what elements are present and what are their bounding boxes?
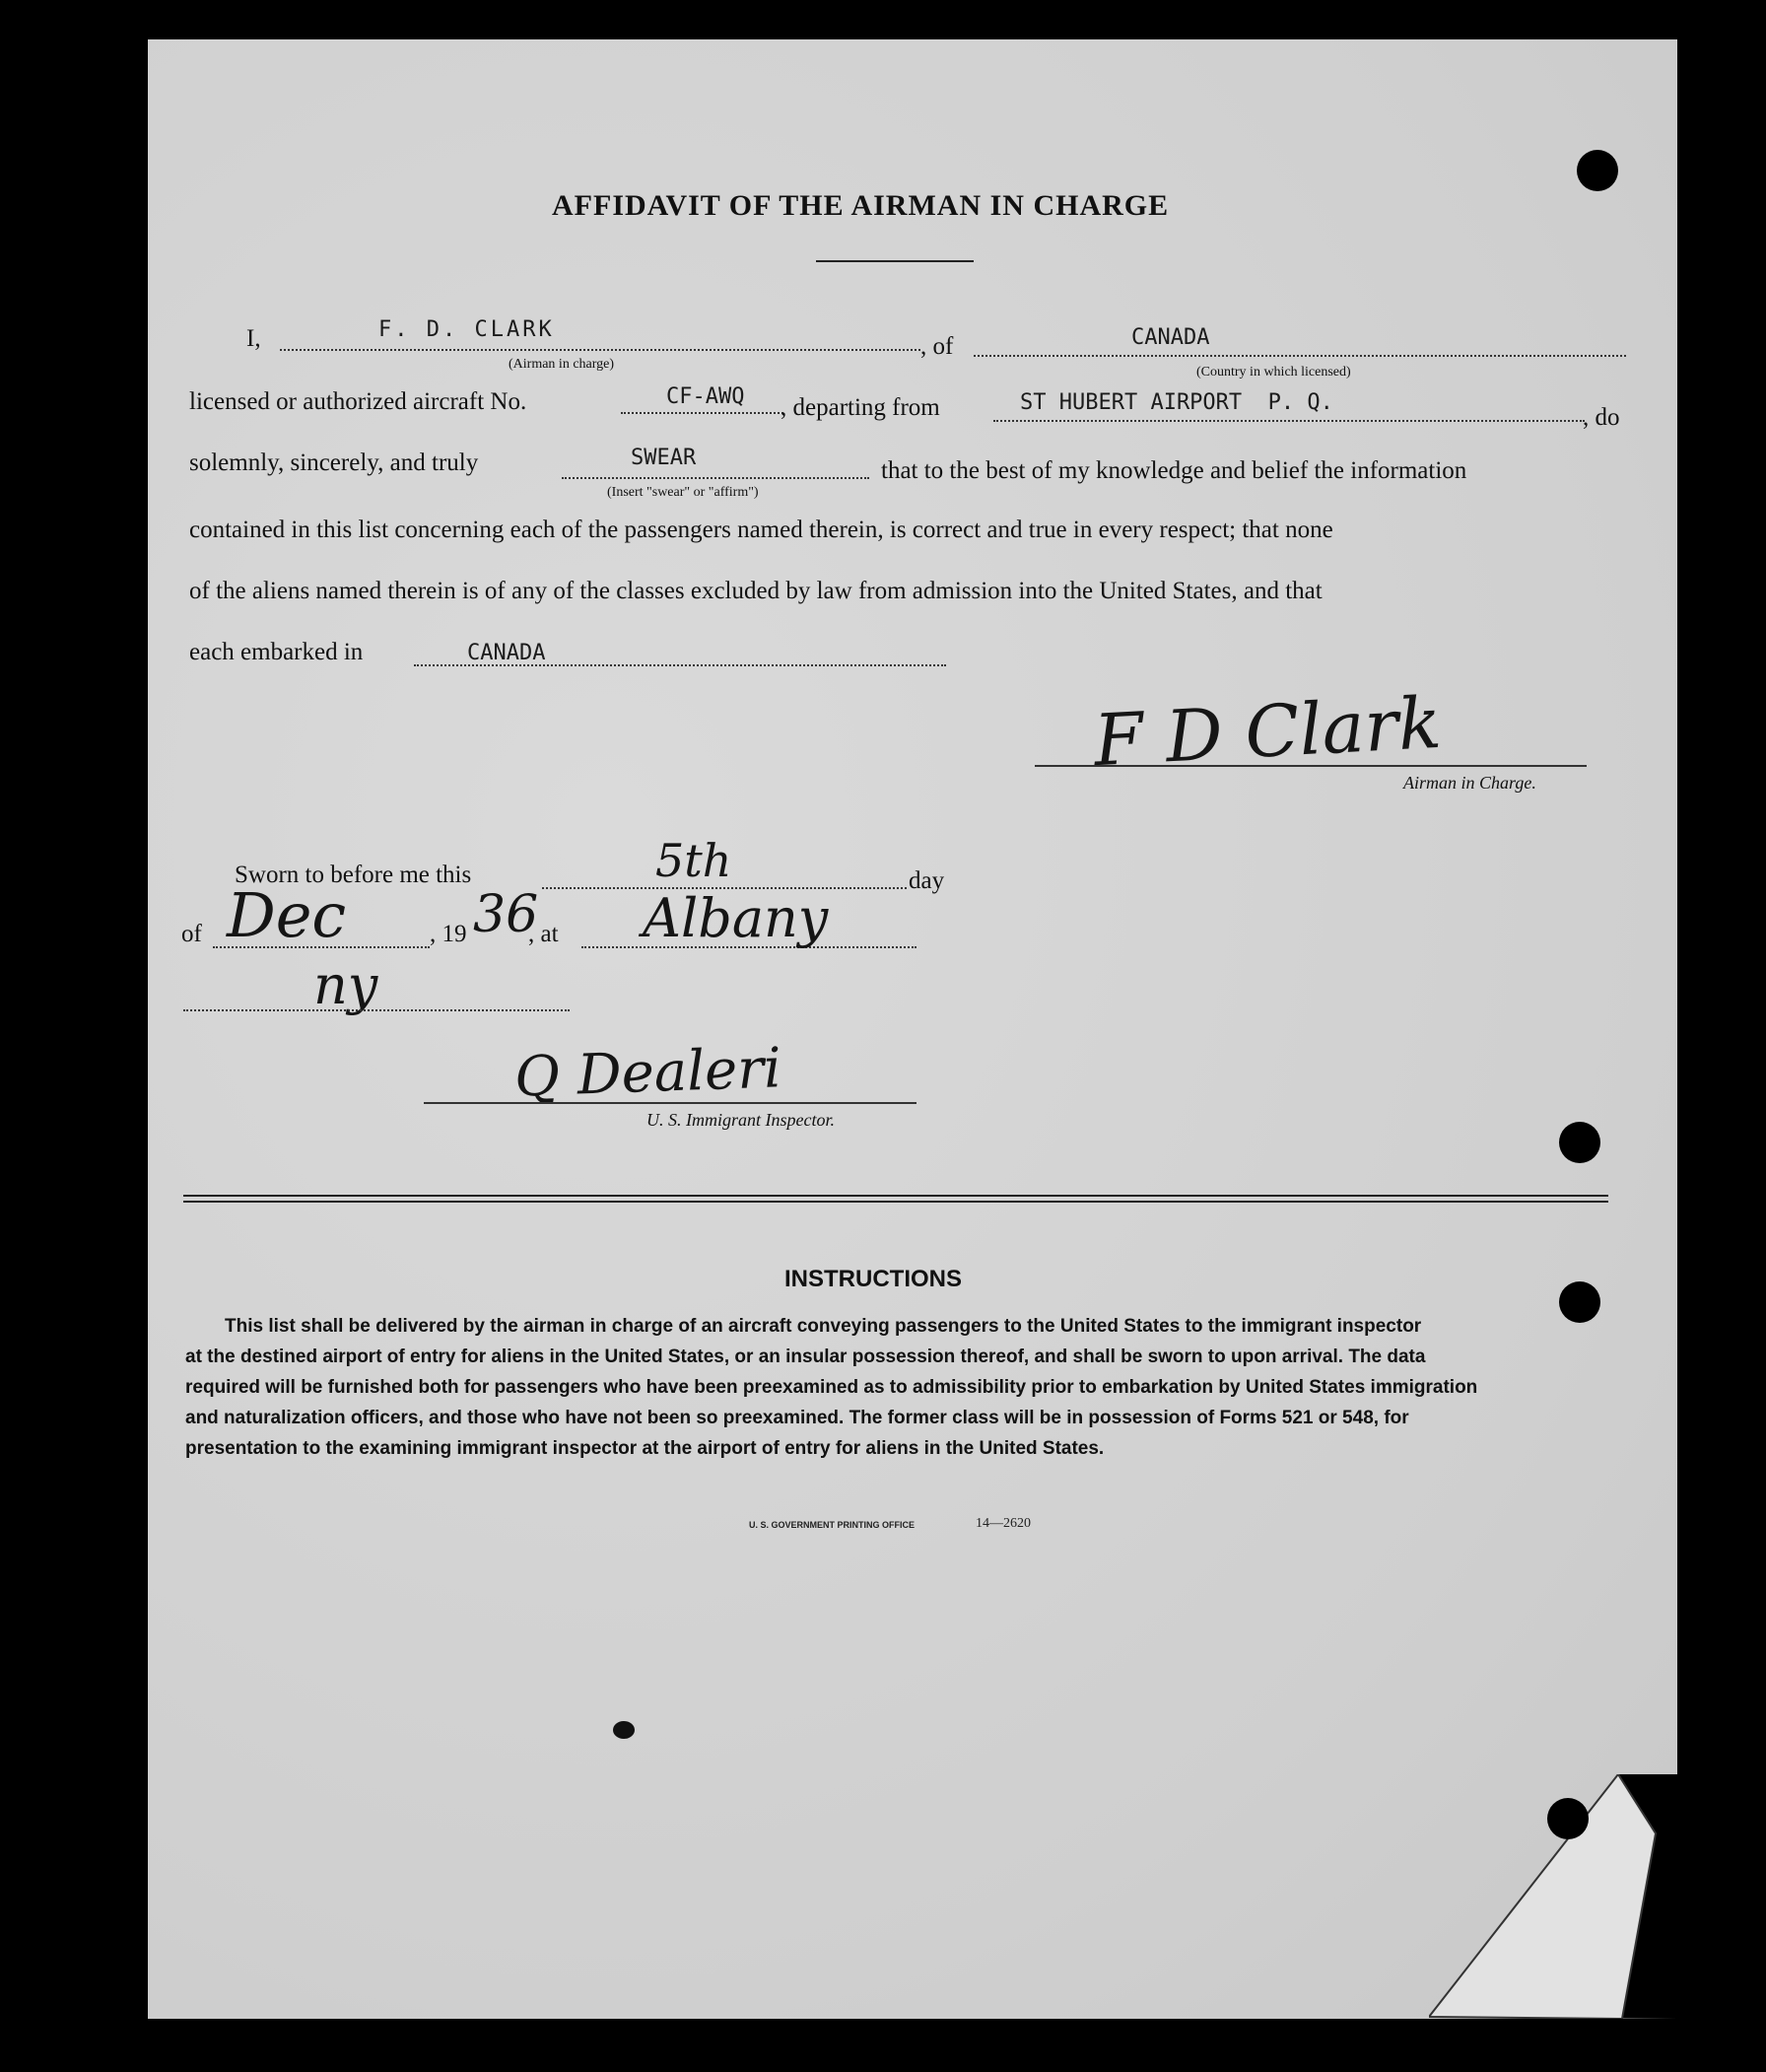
line3-suffix: that to the best of my knowledge and belief the information: [881, 457, 1467, 484]
inspector-signature: Q Dealeri: [512, 1036, 782, 1110]
sworn-month-value: Dec: [227, 879, 347, 951]
instructions-line: and naturalization officers, and those who have not been so preexamined. The former class will be in possession of Forms 521 or 548, for: [185, 1408, 1409, 1428]
sworn-day-word: day: [909, 867, 945, 894]
line3-prefix: solemnly, sincerely, and truly: [189, 449, 479, 476]
instructions-line: required will be furnished both for passengers who have been preexamined as to admissibility prior to embarkation by United States immigration: [185, 1377, 1478, 1398]
separator-rule-top: [183, 1195, 1608, 1197]
form-number: 14—2620: [976, 1516, 1031, 1531]
of-word: , of: [920, 333, 954, 360]
sworn-day-value: 5th: [655, 834, 732, 887]
instructions-line: This list shall be delivered by the airman in charge of an aircraft conveying passengers to the United States to the immigrant inspector: [225, 1316, 1422, 1337]
aircraft-line: [621, 412, 783, 414]
line1-prefix: I,: [246, 325, 261, 352]
country-value: CANADA: [1131, 325, 1210, 350]
line2-prefix: licensed or authorized aircraft No.: [189, 388, 527, 415]
embarked-value: CANADA: [467, 641, 546, 665]
oath-caption: (Insert "swear" or "affirm"): [607, 485, 759, 500]
line5: of the aliens named therein is of any of the classes excluded by law from admission into the United States, and that: [189, 578, 1323, 604]
title-rule: [816, 260, 974, 262]
inspector-caption: U. S. Immigrant Inspector.: [646, 1110, 835, 1130]
departure-line: [993, 420, 1585, 422]
oath-value: SWEAR: [631, 446, 697, 470]
sworn-prefix: Sworn to before me this: [235, 862, 472, 888]
country-caption: (Country in which licensed): [1196, 365, 1351, 380]
printer-imprint: U. S. GOVERNMENT PRINTING OFFICE: [749, 1520, 916, 1530]
airman-caption: (Airman in charge): [509, 357, 615, 372]
instructions-heading: INSTRUCTIONS: [784, 1266, 962, 1292]
sworn-place-line2: ny: [313, 954, 378, 1016]
binder-hole: [1559, 1281, 1600, 1323]
line6-prefix: each embarked in: [189, 639, 364, 665]
country-line: [974, 355, 1626, 357]
binder-hole: [1559, 1122, 1600, 1163]
instructions-line: presentation to the examining immigrant inspector at the airport of entry for aliens in the United States.: [185, 1438, 1105, 1459]
departure-value: ST HUBERT AIRPORT P. Q.: [1020, 390, 1333, 415]
departing-text: , departing from: [781, 394, 940, 421]
sworn-at-word: , at: [528, 921, 559, 947]
document-page: [148, 39, 1677, 2019]
binder-hole: [1577, 150, 1618, 191]
line4: contained in this list concerning each of the passengers named therein, is correct and true in every respect; that none: [189, 517, 1333, 543]
ink-spot: [613, 1721, 635, 1739]
sworn-place-line2-rule: [183, 1009, 570, 1011]
aircraft-value: CF-AWQ: [666, 384, 745, 409]
do-word: , do: [1583, 404, 1620, 431]
instructions-body: [185, 1311, 1614, 1464]
binder-hole: [1547, 1798, 1589, 1839]
separator-rule-bottom: [183, 1201, 1608, 1203]
airman-name-line: [280, 349, 920, 351]
inspector-signature-line: [424, 1102, 917, 1104]
sworn-of-word: of: [181, 921, 202, 947]
airman-signature: F D Clark: [1092, 680, 1444, 783]
document-title: AFFIDAVIT OF THE AIRMAN IN CHARGE: [552, 189, 1170, 222]
instructions-line: at the destined airport of entry for aliens in the United States, or an insular possession thereof, and shall be sworn to upon arrival. The data: [185, 1347, 1426, 1367]
sworn-place-value: Albany: [643, 887, 829, 949]
airman-sig-caption: Airman in Charge.: [1403, 773, 1536, 793]
sworn-year-value: 36: [473, 885, 539, 944]
oath-line: [562, 477, 869, 479]
airman-name-value: F. D. CLARK: [378, 317, 555, 342]
airman-signature-line: [1035, 765, 1587, 767]
sworn-year-prefix: , 19: [430, 921, 467, 947]
